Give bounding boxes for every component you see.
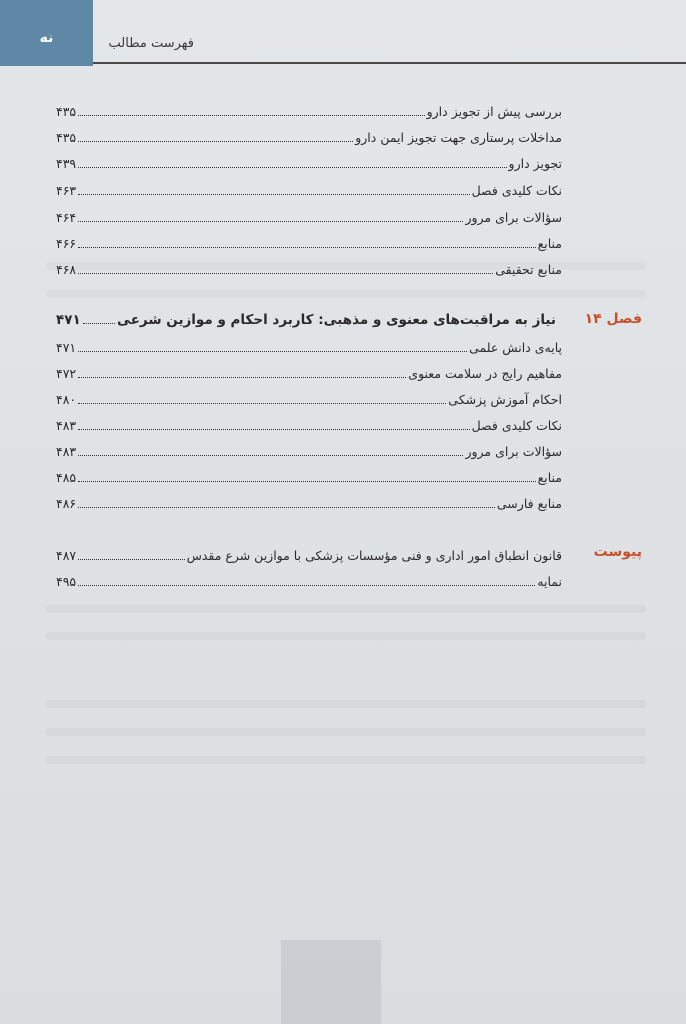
toc-entry <box>56 98 562 120</box>
toc-entry <box>56 568 562 590</box>
show-through <box>46 700 646 708</box>
header-title: فهرست مطالب <box>108 36 194 51</box>
toc-entry <box>56 150 562 172</box>
toc-entry-page: ۴۸۵ <box>56 470 77 485</box>
show-through <box>46 605 646 613</box>
toc-entry-title: منابع <box>537 470 562 485</box>
chapter-label: فصل ۱۴ <box>584 311 642 327</box>
dot-leader <box>78 585 535 586</box>
dot-leader <box>83 323 115 324</box>
toc-entry-page: ۴۷۱ <box>56 340 77 355</box>
toc-entry-page: ۴۳۵ <box>56 130 77 145</box>
dot-leader <box>78 429 469 430</box>
toc-entry-page: ۴۶۸ <box>56 262 77 277</box>
dot-leader <box>78 141 353 142</box>
toc-entry-page: ۴۶۴ <box>56 210 77 225</box>
toc-entry-title: تجویز دارو <box>508 156 562 171</box>
chapter-title-entry <box>56 306 556 328</box>
show-through <box>46 632 646 640</box>
toc-entry <box>56 412 562 434</box>
toc-entry <box>56 386 562 408</box>
chapter-page: ۴۷۱ <box>56 312 81 328</box>
toc-entry-page: ۴۶۶ <box>56 236 77 251</box>
toc-entry <box>56 542 562 564</box>
toc-entry-title: منابع فارسی <box>496 496 562 511</box>
dot-leader <box>78 559 184 560</box>
toc-entry-page: ۴۳۵ <box>56 104 77 119</box>
toc-entry <box>56 204 562 226</box>
toc-entry-page: ۴۸۳ <box>56 418 77 433</box>
toc-entry-title: منابع <box>537 236 562 251</box>
toc-entry-title: بررسی پیش از تجویز دارو <box>426 104 562 119</box>
dot-leader <box>78 377 406 378</box>
show-through-block <box>281 940 381 1024</box>
header-rule <box>93 62 686 64</box>
toc-entry-page: ۴۸۶ <box>56 496 77 511</box>
dot-leader <box>78 115 424 116</box>
toc-entry-title: سؤالات برای مرور <box>465 210 562 225</box>
toc-entry-title: نمایه <box>537 574 562 589</box>
toc-entry-page: ۴۷۲ <box>56 366 77 381</box>
toc-entry-title: نکات کلیدی فصل <box>471 418 562 433</box>
show-through <box>46 756 646 764</box>
dot-leader <box>78 194 469 195</box>
dot-leader <box>78 403 446 404</box>
show-through <box>46 290 646 298</box>
toc-entry-title: قانون انطباق امور اداری و فنی مؤسسات پزشکی با موازین شرع مقدس <box>186 548 562 563</box>
toc-entry <box>56 124 562 146</box>
toc-entry-title: مداخلات پرستاری جهت تجویز ایمن دارو <box>355 130 562 145</box>
dot-leader <box>78 247 535 248</box>
show-through <box>46 728 646 736</box>
toc-entry <box>56 360 562 382</box>
dot-leader <box>78 167 506 168</box>
header-page-number-box <box>0 0 93 66</box>
toc-entry-title: منابع تحقیقی <box>495 262 562 277</box>
toc-entry <box>56 230 562 252</box>
chapter-title: نیاز به مراقبت‌های معنوی و مذهبی: کاربرد احکام و موازین شرعی <box>117 312 556 328</box>
toc-entry-page: ۴۳۹ <box>56 156 77 171</box>
header-page-number: نه <box>39 30 54 46</box>
toc-entry <box>56 177 562 199</box>
toc-entry-title: نکات کلیدی فصل <box>471 183 562 198</box>
dot-leader <box>78 455 463 456</box>
toc-entry <box>56 256 562 278</box>
toc-entry-title: احکام آموزش پزشکی <box>448 392 562 407</box>
dot-leader <box>78 481 535 482</box>
toc-entry <box>56 490 562 512</box>
toc-entry-page: ۴۶۳ <box>56 183 77 198</box>
toc-entry-page: ۴۸۰ <box>56 392 77 407</box>
toc-entry-page: ۴۸۳ <box>56 444 77 459</box>
dot-leader <box>78 221 463 222</box>
toc-entry <box>56 464 562 486</box>
toc-entry-page: ۴۹۵ <box>56 574 77 589</box>
toc-entry <box>56 438 562 460</box>
toc-entry-title: مفاهیم رایج در سلامت معنوی <box>408 366 562 381</box>
toc-entry <box>56 334 562 356</box>
toc-entry-title: پایه‌ی دانش علمی <box>469 340 562 355</box>
dot-leader <box>78 351 467 352</box>
dot-leader <box>78 507 495 508</box>
appendix-label: پیوست <box>593 544 642 560</box>
toc-entry-page: ۴۸۷ <box>56 548 77 563</box>
toc-entry-title: سؤالات برای مرور <box>465 444 562 459</box>
dot-leader <box>78 273 493 274</box>
